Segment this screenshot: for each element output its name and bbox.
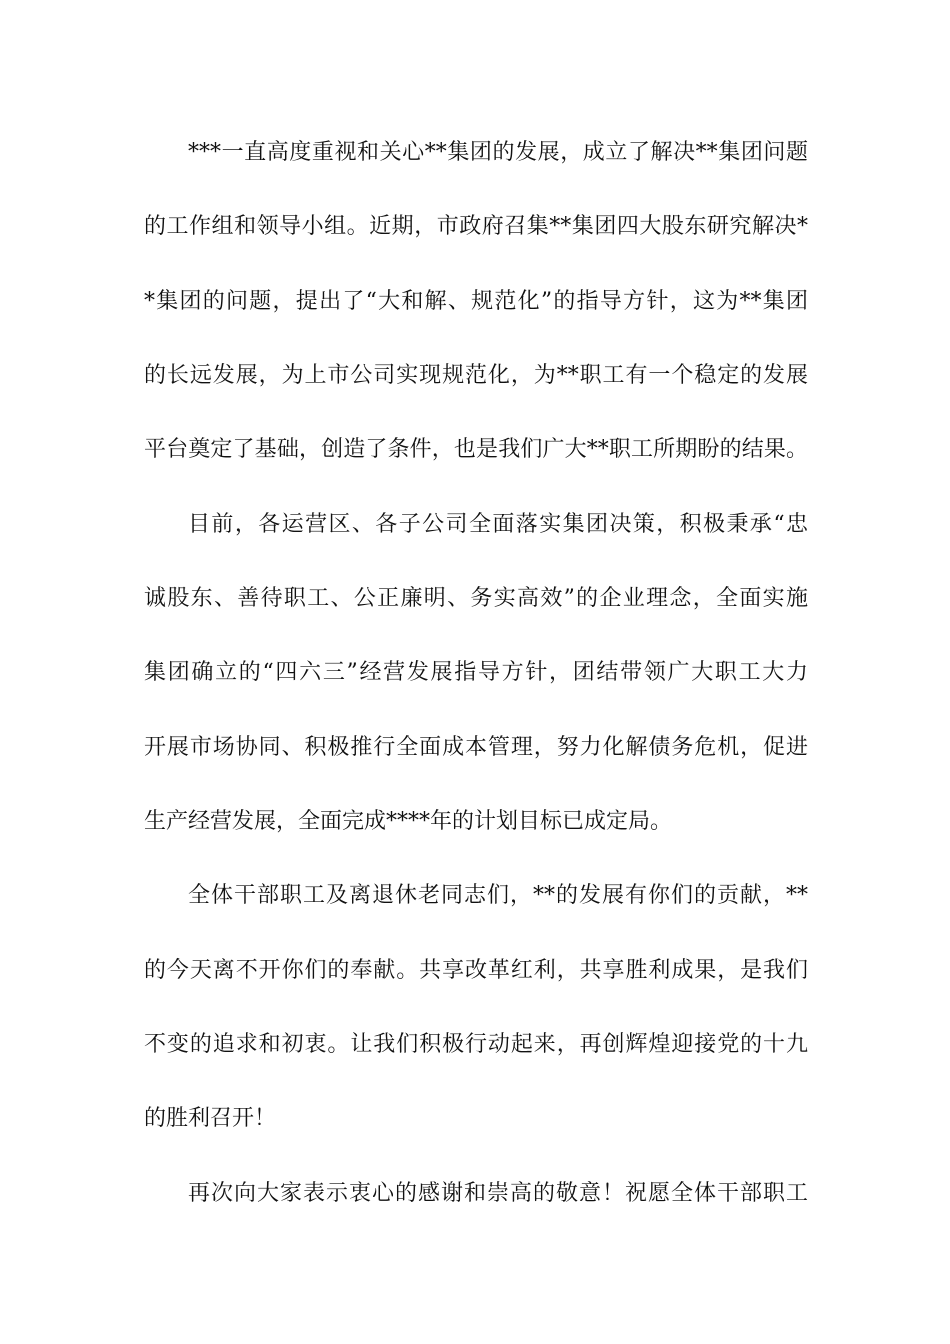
paragraph-2-line-4: 开展市场协同、积极推行全面成本管理，努力化解债务危机，促进 — [144, 735, 808, 760]
paragraph-1-line-3: *集团的问题，提出了“大和解、规范化”的指导方针，这为**集团 — [144, 289, 808, 314]
paragraph-4-line-1: 再次向大家表示衷心的感谢和崇高的敬意！祝愿全体干部职工 — [188, 1181, 808, 1206]
paragraph-2-line-1: 目前，各运营区、各子公司全面落实集团决策，积极秉承“忠 — [188, 512, 808, 537]
paragraph-2-line-5: 生产经营发展，全面完成****年的计划目标已成定局。 — [144, 809, 673, 834]
paragraph-2-line-3: 集团确立的“四六三”经营发展指导方针，团结带领广大职工大力 — [144, 660, 808, 685]
paragraph-3-line-2: 的今天离不开你们的奉献。共享改革红利，共享胜利成果，是我们 — [144, 958, 808, 983]
paragraph-1-line-1: ***一直高度重视和关心**集团的发展，成立了解决**集团问题 — [188, 140, 808, 165]
paragraph-1-line-2: 的工作组和领导小组。近期，市政府召集**集团四大股东研究解决* — [144, 214, 808, 239]
paragraph-2-line-2: 诚股东、善待职工、公正廉明、务实高效”的企业理念，全面实施 — [144, 586, 808, 611]
paragraph-3-line-1: 全体干部职工及离退休老同志们，**的发展有你们的贡献，** — [188, 883, 808, 908]
paragraph-3-line-4: 的胜利召开！ — [144, 1106, 277, 1131]
paragraph-1-line-4: 的长远发展，为上市公司实现规范化，为**职工有一个稳定的发展 — [144, 363, 808, 388]
paragraph-3-line-3: 不变的追求和初衷。让我们积极行动起来，再创辉煌迎接党的十九 — [144, 1032, 808, 1057]
paragraph-1-line-5: 平台奠定了基础，创造了条件，也是我们广大**职工所期盼的结果。 — [144, 437, 808, 462]
